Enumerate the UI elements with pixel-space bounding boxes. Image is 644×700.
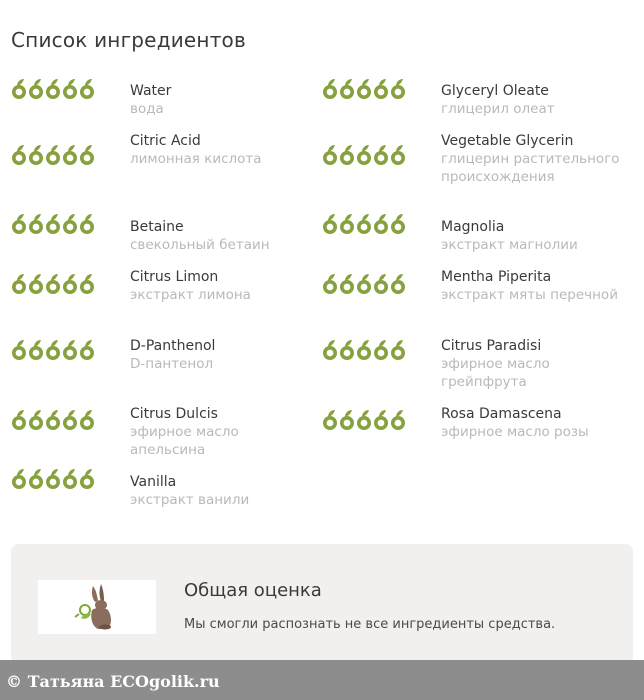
rating-leaves: [11, 339, 95, 361]
summary-title: Общая оценка: [184, 580, 322, 601]
olive-leaf-icon: [339, 213, 355, 235]
ingredient-name: Betaine: [130, 219, 184, 235]
ingredient-name: Vanilla: [130, 474, 177, 490]
olive-leaf-icon: [79, 213, 95, 235]
olive-leaf-icon: [45, 213, 61, 235]
ingredient-text: [130, 132, 300, 168]
olive-leaf-icon: [373, 409, 389, 431]
rating-leaves: [322, 213, 406, 235]
olive-leaf-icon: [45, 144, 61, 166]
olive-leaf-icon: [373, 213, 389, 235]
olive-leaf-icon: [322, 409, 338, 431]
olive-leaf-icon: [11, 409, 27, 431]
ingredient-name: Citrus Limon: [130, 269, 219, 285]
olive-leaf-icon: [322, 339, 338, 361]
rating-leaves: [322, 273, 406, 295]
olive-leaf-icon: [28, 339, 44, 361]
olive-leaf-icon: [79, 468, 95, 490]
rating-leaves: [322, 409, 406, 431]
ingredient-name: Vegetable Glycerin: [441, 133, 574, 149]
ingredient-text: [130, 218, 300, 254]
olive-leaf-icon: [339, 339, 355, 361]
olive-leaf-icon: [11, 468, 27, 490]
olive-leaf-icon: [45, 78, 61, 100]
olive-leaf-icon: [28, 213, 44, 235]
rating-leaves: [11, 78, 95, 100]
ingredient-name: Rosa Damascena: [441, 406, 562, 422]
olive-leaf-icon: [11, 144, 27, 166]
summary-text: Мы смогли распознать не все ингредиенты средства.: [184, 617, 556, 632]
ingredient-name: Citrus Dulcis: [130, 406, 218, 422]
ingredient-name: Mentha Piperita: [441, 269, 552, 285]
olive-leaf-icon: [390, 144, 406, 166]
olive-leaf-icon: [373, 144, 389, 166]
olive-leaf-icon: [356, 213, 372, 235]
ingredient-text: [130, 82, 300, 118]
olive-leaf-icon: [62, 468, 78, 490]
rating-leaves: [11, 273, 95, 295]
olive-leaf-icon: [390, 339, 406, 361]
olive-leaf-icon: [356, 144, 372, 166]
ingredient-text: [130, 473, 300, 509]
olive-leaf-icon: [322, 213, 338, 235]
ingredient-text: [441, 218, 621, 254]
ingredient-text: [441, 337, 621, 391]
rating-leaves: [11, 144, 95, 166]
olive-leaf-icon: [373, 273, 389, 295]
olive-leaf-icon: [28, 144, 44, 166]
rating-leaves: [11, 409, 95, 431]
ingredient-name: Citrus Paradisi: [441, 338, 542, 354]
logo: [38, 580, 156, 634]
olive-leaf-icon: [62, 409, 78, 431]
ingredient-name: D-Panthenol: [130, 338, 216, 354]
olive-leaf-icon: [79, 144, 95, 166]
rating-leaves: [11, 213, 95, 235]
ingredient-description: свекольный бетаин: [130, 237, 270, 253]
ingredient-text: [130, 268, 300, 304]
olive-leaf-icon: [45, 273, 61, 295]
olive-leaf-icon: [79, 409, 95, 431]
olive-leaf-icon: [28, 273, 44, 295]
olive-leaf-icon: [390, 213, 406, 235]
watermark-text: © Татьяна ECOgolik.ru: [6, 672, 220, 691]
ingredient-description: экстракт лимона: [130, 287, 251, 303]
olive-leaf-icon: [11, 78, 27, 100]
ingredient-text: [441, 268, 621, 304]
olive-leaf-icon: [339, 144, 355, 166]
olive-leaf-icon: [390, 273, 406, 295]
olive-leaf-icon: [339, 273, 355, 295]
rating-leaves: [322, 78, 406, 100]
ingredient-description: экстракт магнолии: [441, 237, 578, 253]
olive-leaf-icon: [390, 409, 406, 431]
olive-leaf-icon: [45, 468, 61, 490]
ingredient-name: Glyceryl Oleate: [441, 83, 549, 99]
ingredient-description: глицерин растительного происхождения: [441, 151, 620, 185]
olive-leaf-icon: [322, 78, 338, 100]
ingredient-description: эфирное масло розы: [441, 424, 589, 440]
olive-leaf-icon: [356, 273, 372, 295]
page-title: Список ингредиентов: [11, 28, 246, 52]
olive-leaf-icon: [28, 468, 44, 490]
olive-leaf-icon: [28, 78, 44, 100]
ingredient-description: эфирное масло грейпфрута: [441, 356, 550, 390]
olive-leaf-icon: [11, 213, 27, 235]
ingredient-description: D-пантенол: [130, 356, 214, 372]
olive-leaf-icon: [390, 78, 406, 100]
ingredient-text: [441, 405, 621, 441]
ingredient-name: Magnolia: [441, 219, 505, 235]
ingredient-description: вода: [130, 101, 164, 117]
rating-leaves: [11, 468, 95, 490]
olive-leaf-icon: [373, 339, 389, 361]
olive-leaf-icon: [322, 273, 338, 295]
ingredient-description: экстракт мяты перечной: [441, 287, 618, 303]
olive-leaf-icon: [45, 339, 61, 361]
ingredient-description: эфирное масло апельсина: [130, 424, 239, 458]
olive-leaf-icon: [28, 409, 44, 431]
ingredient-name: Citric Acid: [130, 133, 201, 149]
ingredient-description: лимонная кислота: [130, 151, 262, 167]
ingredient-text: [441, 82, 621, 118]
rabbit-icon: [38, 580, 156, 634]
ingredient-description: глицерил олеат: [441, 101, 555, 117]
olive-leaf-icon: [62, 213, 78, 235]
olive-leaf-icon: [339, 409, 355, 431]
olive-leaf-icon: [62, 273, 78, 295]
olive-leaf-icon: [356, 78, 372, 100]
rating-leaves: [322, 339, 406, 361]
ingredient-text: [130, 337, 300, 373]
olive-leaf-icon: [11, 273, 27, 295]
ingredient-description: экстракт ванили: [130, 492, 250, 508]
ingredient-name: Water: [130, 83, 172, 99]
olive-leaf-icon: [79, 339, 95, 361]
rating-leaves: [322, 144, 406, 166]
olive-leaf-icon: [11, 339, 27, 361]
olive-leaf-icon: [356, 409, 372, 431]
olive-leaf-icon: [79, 273, 95, 295]
olive-leaf-icon: [79, 78, 95, 100]
olive-leaf-icon: [373, 78, 389, 100]
olive-leaf-icon: [45, 409, 61, 431]
olive-leaf-icon: [62, 78, 78, 100]
olive-leaf-icon: [356, 339, 372, 361]
olive-leaf-icon: [62, 144, 78, 166]
ingredient-text: [441, 132, 621, 186]
olive-leaf-icon: [62, 339, 78, 361]
ingredient-text: [130, 405, 300, 459]
olive-leaf-icon: [322, 144, 338, 166]
olive-leaf-icon: [339, 78, 355, 100]
summary-card: [11, 544, 633, 664]
watermark-footer: [0, 660, 644, 700]
